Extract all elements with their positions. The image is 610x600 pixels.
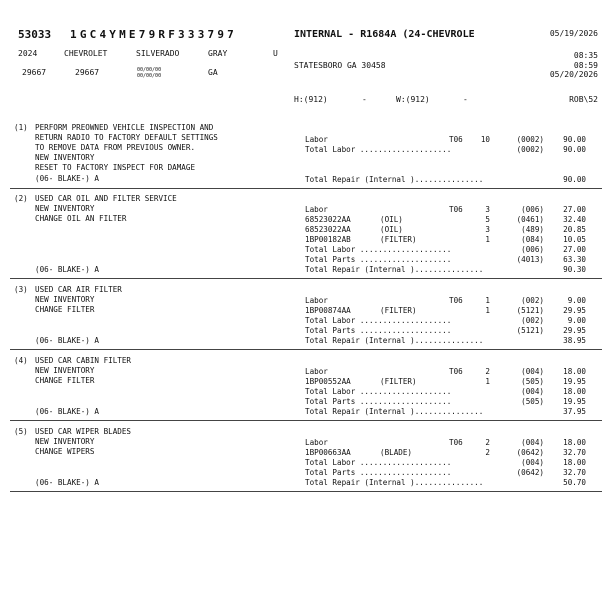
part-desc: (FILTER) [380, 306, 417, 315]
line-qty: 1 [485, 235, 490, 244]
total-repair-amount: 50.70 [563, 478, 586, 487]
line-code: (0002) [516, 145, 544, 154]
total-labor-label: Total Labor .................... [305, 458, 452, 467]
stock-number-2: 29667 [75, 68, 100, 77]
job-desc-line: CHANGE FILTER [35, 376, 95, 385]
part-number: 68523022AA [305, 215, 351, 224]
line-amount: 18.00 [563, 458, 586, 467]
technician: (06- BLAKE-) A [35, 174, 100, 183]
job-desc-line: NEW INVENTORY [35, 437, 95, 446]
line-code: (002) [521, 316, 544, 325]
part-desc: (OIL) [380, 225, 403, 234]
line-amount: 29.95 [563, 326, 586, 335]
line-qty: 5 [485, 215, 490, 224]
vehicle-color: GRAY [208, 49, 228, 58]
job-desc-line: RETURN RADIO TO FACTORY DEFAULT SETTINGS [35, 133, 218, 142]
technician: (06- BLAKE-) A [35, 265, 100, 274]
line-tech: T06 [449, 296, 463, 305]
line-tech: T06 [449, 438, 463, 447]
document-title: INTERNAL - R1684A (24-CHEVROLE [294, 29, 475, 40]
part-number: 1BP00552AA [305, 377, 351, 386]
total-repair-label: Total Repair (Internal )............... [305, 265, 484, 274]
work-phone-dash: - [463, 95, 468, 104]
line-label: Labor [305, 135, 328, 144]
vehicle-model: SILVERADO [136, 49, 180, 58]
line-code: (0642) [516, 468, 544, 477]
part-desc: (FILTER) [380, 377, 417, 386]
job-desc-line: NEW INVENTORY [35, 204, 95, 213]
line-amount: 27.00 [563, 245, 586, 254]
stock-number: 29667 [22, 68, 47, 77]
line-qty: 3 [485, 205, 490, 214]
line-amount: 10.05 [563, 235, 586, 244]
line-tech: T06 [449, 205, 463, 214]
job-desc-line: USED CAR OIL AND FILTER SERVICE [35, 194, 177, 203]
line-code: (004) [521, 367, 544, 376]
job-desc-line: USED CAR CABIN FILTER [35, 356, 132, 365]
line-qty: 1 [485, 296, 490, 305]
line-amount: 9.00 [567, 296, 586, 305]
total-labor-label: Total Labor .................... [305, 245, 452, 254]
open-date: 05/19/2026 [549, 29, 598, 38]
line-qty: 10 [480, 135, 490, 144]
total-labor-label: Total Labor .................... [305, 387, 452, 396]
line-amount: 32.70 [563, 468, 586, 477]
line-qty: 2 [485, 367, 490, 376]
line-label: Labor [305, 296, 328, 305]
part-desc: (FILTER) [380, 235, 417, 244]
line-amount: 29.95 [563, 306, 586, 315]
total-repair-amount: 90.30 [563, 265, 586, 274]
total-repair-amount: 38.95 [563, 336, 586, 345]
total-repair-label: Total Repair (Internal )............... [305, 175, 484, 184]
state: GA [208, 68, 218, 77]
technician: (06- BLAKE-) A [35, 336, 100, 345]
part-desc: (OIL) [380, 215, 403, 224]
line-amount: 19.95 [563, 377, 586, 386]
line-amount: 32.40 [563, 215, 586, 224]
vin: 1GC4YME79RF333797 [70, 28, 237, 41]
job-desc-line: PERFORM PREOWNED VEHICLE INSPECTION AND [35, 123, 214, 132]
section-divider [10, 349, 602, 350]
job-desc-line: NEW INVENTORY [35, 366, 95, 375]
line-code: (4013) [516, 255, 544, 264]
total-repair-label: Total Repair (Internal )............... [305, 336, 484, 345]
line-code: (505) [521, 397, 544, 406]
line-code: (004) [521, 387, 544, 396]
close-date: 05/20/2026 [549, 70, 598, 79]
line-amount: 18.00 [563, 438, 586, 447]
line-qty: 2 [485, 448, 490, 457]
line-code: (5121) [516, 306, 544, 315]
technician: (06- BLAKE-) A [35, 407, 100, 416]
line-amount: 20.85 [563, 225, 586, 234]
vehicle-flag: U [273, 49, 278, 58]
total-parts-label: Total Parts .................... [305, 468, 452, 477]
line-qty: 2 [485, 438, 490, 447]
total-repair-amount: 37.95 [563, 407, 586, 416]
line-amount: 19.95 [563, 397, 586, 406]
line-code: (5121) [516, 326, 544, 335]
line-label: Labor [305, 438, 328, 447]
job-desc-line: NEW INVENTORY [35, 295, 95, 304]
line-label: Labor [305, 367, 328, 376]
job-number: (4) [14, 356, 28, 365]
job-desc-line: CHANGE FILTER [35, 305, 95, 314]
line-amount: 18.00 [563, 367, 586, 376]
job-number: (2) [14, 194, 28, 203]
line-amount: 9.00 [567, 316, 586, 325]
city-state-zip: STATESBORO GA 30458 [294, 61, 386, 70]
total-repair-label: Total Repair (Internal )............... [305, 407, 484, 416]
time-in: 08:35 [573, 51, 598, 60]
line-qty: 3 [485, 225, 490, 234]
line-label: Labor [305, 205, 328, 214]
part-number: 1BP00663AA [305, 448, 351, 457]
job-desc-line: CHANGE OIL AN FILTER [35, 214, 127, 223]
work-phone: W:(912) [396, 95, 430, 104]
advisor: ROB\52 [569, 95, 598, 104]
line-qty: 1 [485, 377, 490, 386]
part-desc: (BLADE) [380, 448, 413, 457]
line-label: Total Labor .................... [305, 145, 452, 154]
job-desc-line: USED CAR WIPER BLADES [35, 427, 132, 436]
total-parts-label: Total Parts .................... [305, 326, 452, 335]
job-number: (3) [14, 285, 28, 294]
job-number: (1) [14, 123, 28, 132]
job-desc-line: RESET TO FACTORY INSPECT FOR DAMAGE [35, 163, 196, 172]
total-repair-amount: 90.00 [563, 175, 586, 184]
line-code: (0642) [516, 448, 544, 457]
total-repair-label: Total Repair (Internal )............... [305, 478, 484, 487]
line-amount: 27.00 [563, 205, 586, 214]
part-number: 68523022AA [305, 225, 351, 234]
job-desc-line: TO REMOVE DATA FROM PREVIOUS OWNER. [35, 143, 196, 152]
home-phone: H:(912) [294, 95, 328, 104]
home-phone-dash: - [362, 95, 367, 104]
job-desc-line: USED CAR AIR FILTER [35, 285, 122, 294]
section-divider [10, 188, 602, 189]
line-amount: 90.00 [563, 145, 586, 154]
blank-date-1: 00/00/00 [137, 67, 162, 73]
job-desc-line: NEW INVENTORY [35, 153, 95, 162]
line-code: (006) [521, 245, 544, 254]
technician: (06- BLAKE-) A [35, 478, 100, 487]
total-labor-label: Total Labor .................... [305, 316, 452, 325]
time-out: 08:59 [573, 61, 598, 70]
job-desc-line: CHANGE WIPERS [35, 447, 95, 456]
line-code: (0002) [516, 135, 544, 144]
line-code: (004) [521, 438, 544, 447]
section-divider [10, 278, 602, 279]
section-divider [10, 420, 602, 421]
total-parts-label: Total Parts .................... [305, 255, 452, 264]
blank-date-2: 00/00/00 [137, 73, 162, 79]
part-number: 1BP00182AB [305, 235, 351, 244]
line-code: (004) [521, 458, 544, 467]
line-code: (002) [521, 296, 544, 305]
vehicle-year: 2024 [18, 49, 38, 58]
line-code: (084) [521, 235, 544, 244]
line-amount: 90.00 [563, 135, 586, 144]
part-number: 1BP00874AA [305, 306, 351, 315]
line-code: (505) [521, 377, 544, 386]
line-code: (0461) [516, 215, 544, 224]
line-qty: 1 [485, 306, 490, 315]
line-tech: T06 [449, 367, 463, 376]
line-amount: 18.00 [563, 387, 586, 396]
line-tech: T06 [449, 135, 463, 144]
job-number: (5) [14, 427, 28, 436]
section-divider [10, 491, 602, 492]
total-parts-label: Total Parts .................... [305, 397, 452, 406]
ro-number: 53033 [18, 28, 52, 41]
line-amount: 32.70 [563, 448, 586, 457]
vehicle-make: CHEVROLET [64, 49, 108, 58]
line-code: (006) [521, 205, 544, 214]
line-code: (489) [521, 225, 544, 234]
line-amount: 63.30 [563, 255, 586, 264]
